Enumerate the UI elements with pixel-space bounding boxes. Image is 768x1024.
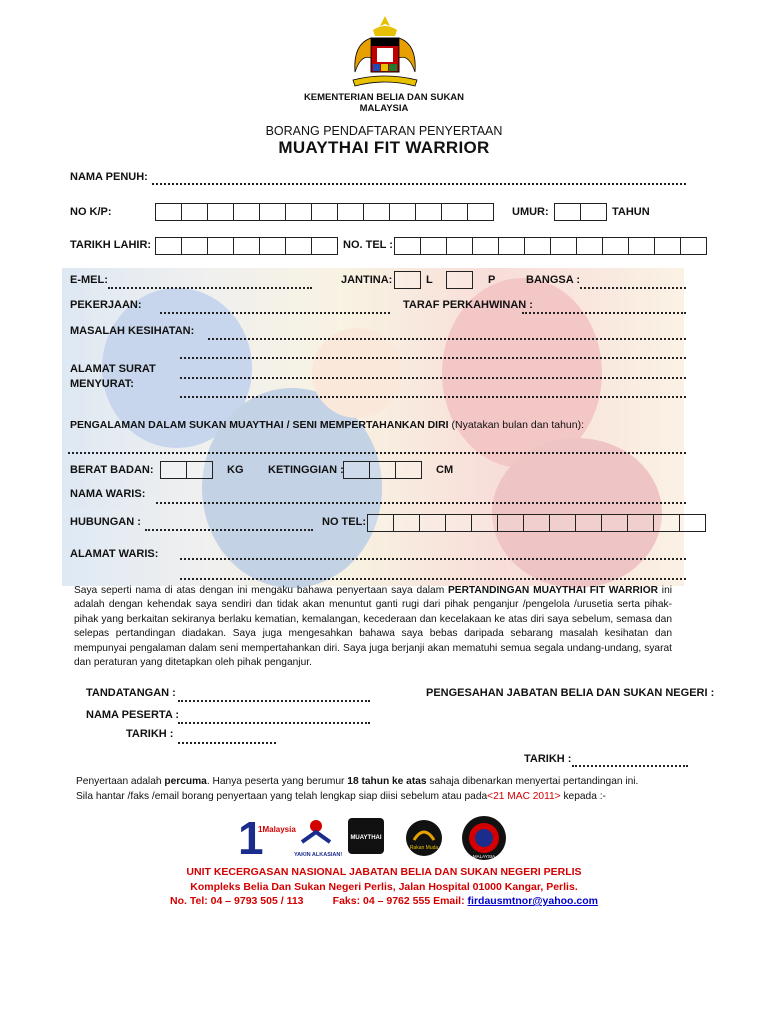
alamat-waris-label: ALAMAT WARIS: bbox=[70, 548, 159, 560]
1malaysia-logo-icon bbox=[236, 812, 296, 864]
no-tel-boxes[interactable] bbox=[395, 237, 707, 255]
no-kp-boxes[interactable] bbox=[156, 203, 494, 221]
ketinggian-label: KETINGGIAN : bbox=[268, 464, 344, 476]
alamat-waris-field-2[interactable] bbox=[180, 578, 686, 580]
hubungan-label: HUBUNGAN : bbox=[70, 516, 141, 528]
berat-badan-boxes[interactable] bbox=[161, 461, 213, 479]
tarikh-right-label: TARIKH : bbox=[524, 753, 572, 765]
form-subtitle: BORANG PENDAFTARAN PENYERTAAN bbox=[265, 124, 503, 138]
nama-penuh-label: NAMA PENUH: bbox=[70, 171, 148, 183]
nama-waris-field[interactable] bbox=[156, 502, 686, 504]
jantina-l-label: L bbox=[426, 274, 433, 286]
declaration-paragraph: Saya seperti nama di atas dengan ini mengaku bahawa penyertaan saya dalam PERTANDINGAN MUAYTHAI FIT WARRIOR ini adalah dengan kehendak saya sendiri dan tidak akan menuntut ganti rugi dari pihak penganjur /pengelola /urusetia serta pihak-pihak yang berkaitan sekiranya berlaku kematian, kemalangan, kecederaan dan kecelakaan ke atas diri saya sebelum, semasa dan selepas pertandingan diadakan. Saya juga mengesahkan bahawa saya bebas daripada sebarang masalah kesihatan dan mempunyai pengalaman dalam seni mempertahankan diri. Saya juga berjanji akan mematuhi semua segala undang-undang, syarat dan peraturan yang ditetapkan oleh pihak penganjur. bbox=[74, 585, 672, 669]
ministry-name: KEMENTERIAN BELIA DAN SUKAN bbox=[303, 92, 465, 103]
masalah-kesihatan-label: MASALAH KESIHATAN: bbox=[70, 325, 195, 337]
pengesahan-label: PENGESAHAN JABATAN BELIA DAN SUKAN NEGERI : bbox=[426, 687, 715, 699]
muaythai-malaysia-logo-icon bbox=[460, 814, 508, 862]
svg-text:Rakan Muda: Rakan Muda bbox=[409, 845, 439, 851]
jantina-p-box[interactable] bbox=[447, 271, 473, 289]
alamat-menyurat-label: MENYURAT: bbox=[70, 378, 134, 390]
pengalaman-field[interactable] bbox=[68, 452, 686, 454]
umur-label: UMUR: bbox=[512, 206, 549, 218]
emel-field[interactable] bbox=[108, 287, 312, 289]
muaythai-logo-icon bbox=[348, 818, 384, 854]
berat-badan-label: BERAT BADAN: bbox=[70, 464, 154, 476]
nama-peserta-field[interactable] bbox=[178, 722, 370, 724]
footer-address: Kompleks Belia Dan Sukan Negeri Perlis, Jalan Hospital 01000 Kangar, Perlis. bbox=[190, 881, 578, 893]
tarikh-label: TARIKH : bbox=[126, 728, 174, 740]
alamat-surat-label: ALAMAT SURAT bbox=[70, 363, 156, 375]
emel-label: E-MEL: bbox=[70, 274, 108, 286]
tarikh-field[interactable] bbox=[178, 742, 276, 744]
alamat-surat-field-3[interactable] bbox=[180, 396, 686, 398]
tarikh-lahir-boxes[interactable] bbox=[156, 237, 338, 255]
nama-penuh-field[interactable] bbox=[152, 183, 686, 185]
tandatangan-label: TANDATANGAN : bbox=[86, 687, 176, 699]
kg-label: KG bbox=[227, 464, 244, 476]
svg-text:YAKIN ALKASIAN!: YAKIN ALKASIAN! bbox=[294, 852, 343, 858]
bangsa-field[interactable] bbox=[580, 287, 686, 289]
footer-unit: UNIT KECERGASAN NASIONAL JABATAN BELIA DAN SUKAN NEGERI PERLIS bbox=[186, 866, 582, 878]
rakan-muda-logo-icon bbox=[404, 818, 444, 860]
hubungan-field[interactable] bbox=[145, 529, 313, 531]
no-kp-label: NO K/P: bbox=[70, 206, 112, 218]
footer-email-link[interactable]: firdausmtnor@yahoo.com bbox=[467, 895, 598, 907]
jantina-p-label: P bbox=[488, 274, 496, 286]
pekerjaan-label: PEKERJAAN: bbox=[70, 299, 142, 311]
alamat-surat-field-2[interactable] bbox=[180, 377, 686, 379]
jantina-l-box[interactable] bbox=[395, 271, 421, 289]
ministry-country: MALAYSIA bbox=[359, 103, 409, 114]
alamat-surat-field-1[interactable] bbox=[180, 357, 686, 359]
no-tel-label: NO. TEL : bbox=[343, 239, 393, 251]
alamat-waris-field-1[interactable] bbox=[180, 558, 686, 560]
yakin-logo-icon bbox=[294, 814, 343, 860]
tandatangan-field[interactable] bbox=[178, 700, 370, 702]
svg-text:MALAYSIA: MALAYSIA bbox=[472, 854, 496, 859]
pekerjaan-field[interactable] bbox=[160, 312, 390, 314]
jantina-label: JANTINA: bbox=[341, 274, 393, 286]
tarikh-right-field[interactable] bbox=[572, 765, 688, 767]
umur-boxes[interactable] bbox=[555, 203, 607, 221]
tahun-label: TAHUN bbox=[612, 206, 650, 218]
taraf-perkahwinan-label: TARAF PERKAHWINAN : bbox=[403, 299, 533, 311]
nama-peserta-label: NAMA PESERTA : bbox=[86, 709, 180, 721]
form-title: MUAYTHAI FIT WARRIOR bbox=[278, 138, 490, 157]
svg-text:MUAYTHAI: MUAYTHAI bbox=[350, 835, 382, 841]
tarikh-lahir-label: TARIKH LAHIR: bbox=[70, 239, 152, 251]
no-tel-waris-label: NO TEL: bbox=[322, 516, 366, 528]
no-tel-waris-boxes[interactable] bbox=[368, 514, 706, 532]
notice-line-2: Sila hantar /faks /email borang penyertaan yang telah lengkap siap diisi sebelum atau pada<21 MAC 2011> kepada :- bbox=[76, 791, 606, 802]
notice-line-1: Penyertaan adalah percuma. Hanya peserta yang berumur 18 tahun ke atas sahaja dibenarkan menyertai pertandingan ini. bbox=[76, 776, 639, 787]
pengalaman-label: PENGALAMAN DALAM SUKAN MUAYTHAI / SENI MEMPERTAHANKAN DIRI (Nyatakan bulan dan tahun): bbox=[70, 419, 585, 431]
svg-text:1Malaysia: 1Malaysia bbox=[258, 825, 296, 834]
coat-of-arms-icon bbox=[335, 14, 435, 94]
footer-contact: No. Tel: 04 – 9793 505 / 113 Faks: 04 – 9762 555 Email: firdausmtnor@yahoo.com bbox=[170, 895, 598, 907]
bangsa-label: BANGSA : bbox=[526, 274, 580, 286]
svg-text:1: 1 bbox=[238, 812, 264, 864]
cm-label: CM bbox=[436, 464, 454, 476]
ketinggian-boxes[interactable] bbox=[344, 461, 422, 479]
nama-waris-label: NAMA WARIS: bbox=[70, 488, 146, 500]
masalah-kesihatan-field[interactable] bbox=[208, 338, 686, 340]
notice bbox=[76, 774, 638, 804]
taraf-perkahwinan-field[interactable] bbox=[522, 312, 686, 314]
